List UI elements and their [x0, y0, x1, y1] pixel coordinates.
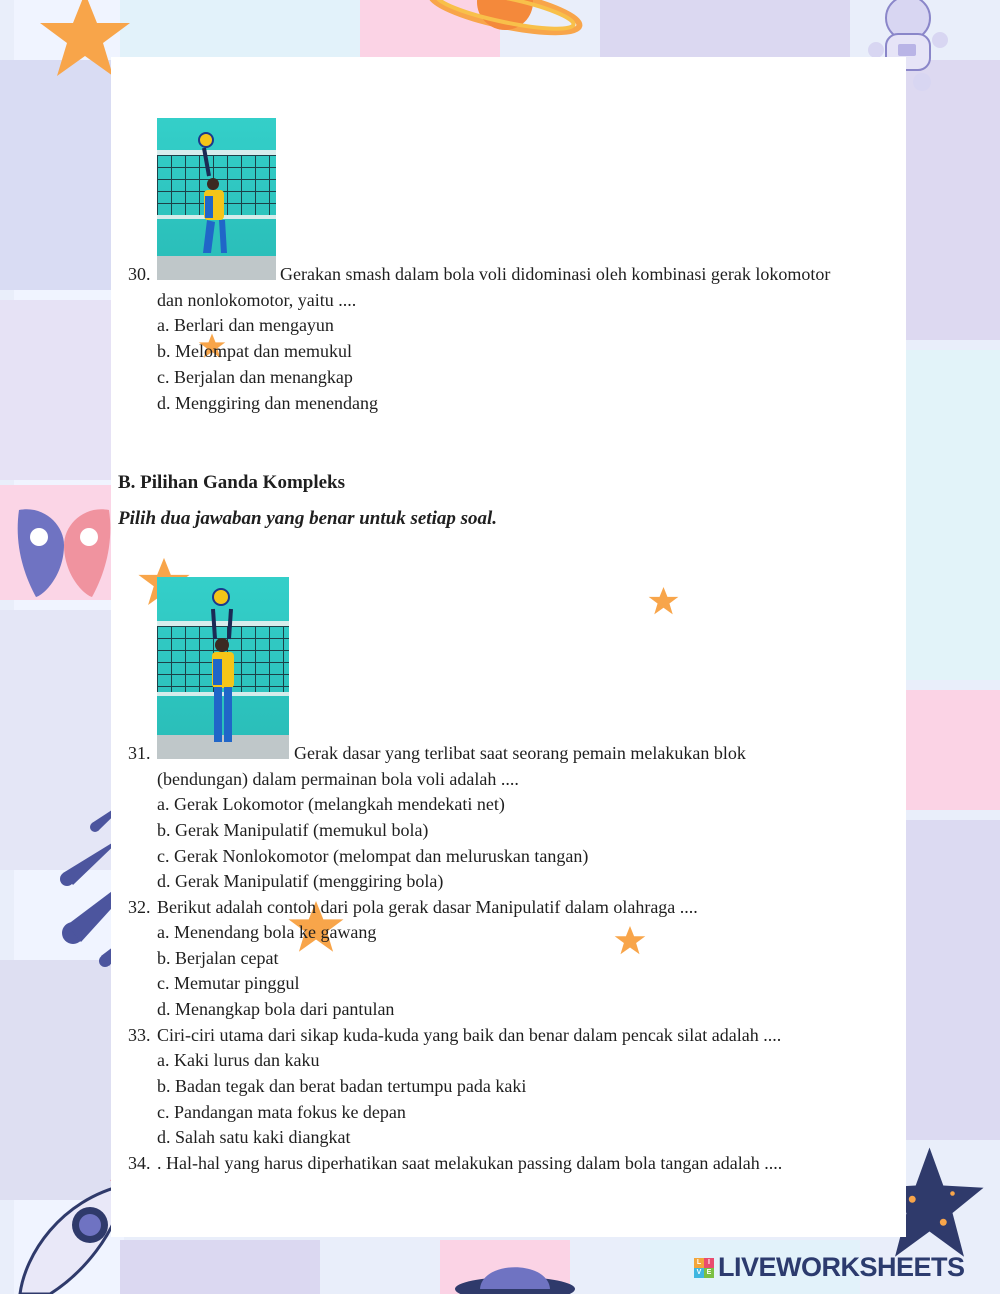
logo-badge-icon: L I V E: [694, 1258, 714, 1278]
question-text: Gerak dasar yang terlibat saat seorang pemain melakukan blok: [294, 743, 746, 763]
option-c[interactable]: c. Memutar pinggul: [157, 973, 300, 993]
question-number: 32.: [128, 897, 151, 917]
question-text: (bendungan) dalam permainan bola voli adalah ....: [157, 769, 519, 789]
option-b[interactable]: b. Gerak Manipulatif (memukul bola): [157, 820, 429, 840]
volleyball-block-photo: [157, 577, 289, 759]
option-a[interactable]: a. Kaki lurus dan kaku: [157, 1050, 320, 1070]
question-number: 33.: [128, 1025, 151, 1045]
question-text: Gerakan smash dalam bola voli didominasi oleh kombinasi gerak lokomotor: [280, 264, 831, 284]
question-text: Berikut adalah contoh dari pola gerak dasar Manipulatif dalam olahraga ....: [157, 897, 698, 917]
question-number: 34.: [128, 1153, 151, 1173]
option-d[interactable]: d. Gerak Manipulatif (menggiring bola): [157, 871, 444, 891]
volleyball-smash-photo: [157, 118, 276, 280]
option-b[interactable]: b. Badan tegak dan berat badan tertumpu pada kaki: [157, 1076, 527, 1096]
question-text: dan nonlokomotor, yaitu ....: [157, 290, 357, 310]
logo-text: LIVEWORKSHEETS: [718, 1252, 965, 1282]
option-d[interactable]: d. Menggiring dan menendang: [157, 393, 378, 413]
option-c[interactable]: c. Gerak Nonlokomotor (melompat dan meluruskan tangan): [157, 846, 589, 866]
option-b[interactable]: b. Melompat dan memukul: [157, 341, 352, 361]
option-a[interactable]: a. Menendang bola ke gawang: [157, 922, 377, 942]
question-text: . Hal-hal yang harus diperhatikan saat melakukan passing dalam bola tangan adalah ....: [157, 1153, 783, 1173]
liveworksheets-logo[interactable]: [694, 1252, 965, 1283]
question-number: 30.: [128, 264, 151, 284]
option-d[interactable]: d. Salah satu kaki diangkat: [157, 1127, 351, 1147]
section-title: B. Pilihan Ganda Kompleks: [118, 472, 346, 493]
option-c[interactable]: c. Berjalan dan menangkap: [157, 367, 353, 387]
option-d[interactable]: d. Menangkap bola dari pantulan: [157, 999, 395, 1019]
section-instruction: Pilih dua jawaban yang benar untuk setiap soal.: [118, 508, 498, 529]
option-a[interactable]: a. Gerak Lokomotor (melangkah mendekati net): [157, 794, 505, 814]
question-number: 31.: [128, 743, 151, 763]
question-text: Ciri-ciri utama dari sikap kuda-kuda yang baik dan benar dalam pencak silat adalah ....: [157, 1025, 782, 1045]
option-c[interactable]: c. Pandangan mata fokus ke depan: [157, 1102, 406, 1122]
option-b[interactable]: b. Berjalan cepat: [157, 948, 279, 968]
option-a[interactable]: a. Berlari dan mengayun: [157, 315, 334, 335]
